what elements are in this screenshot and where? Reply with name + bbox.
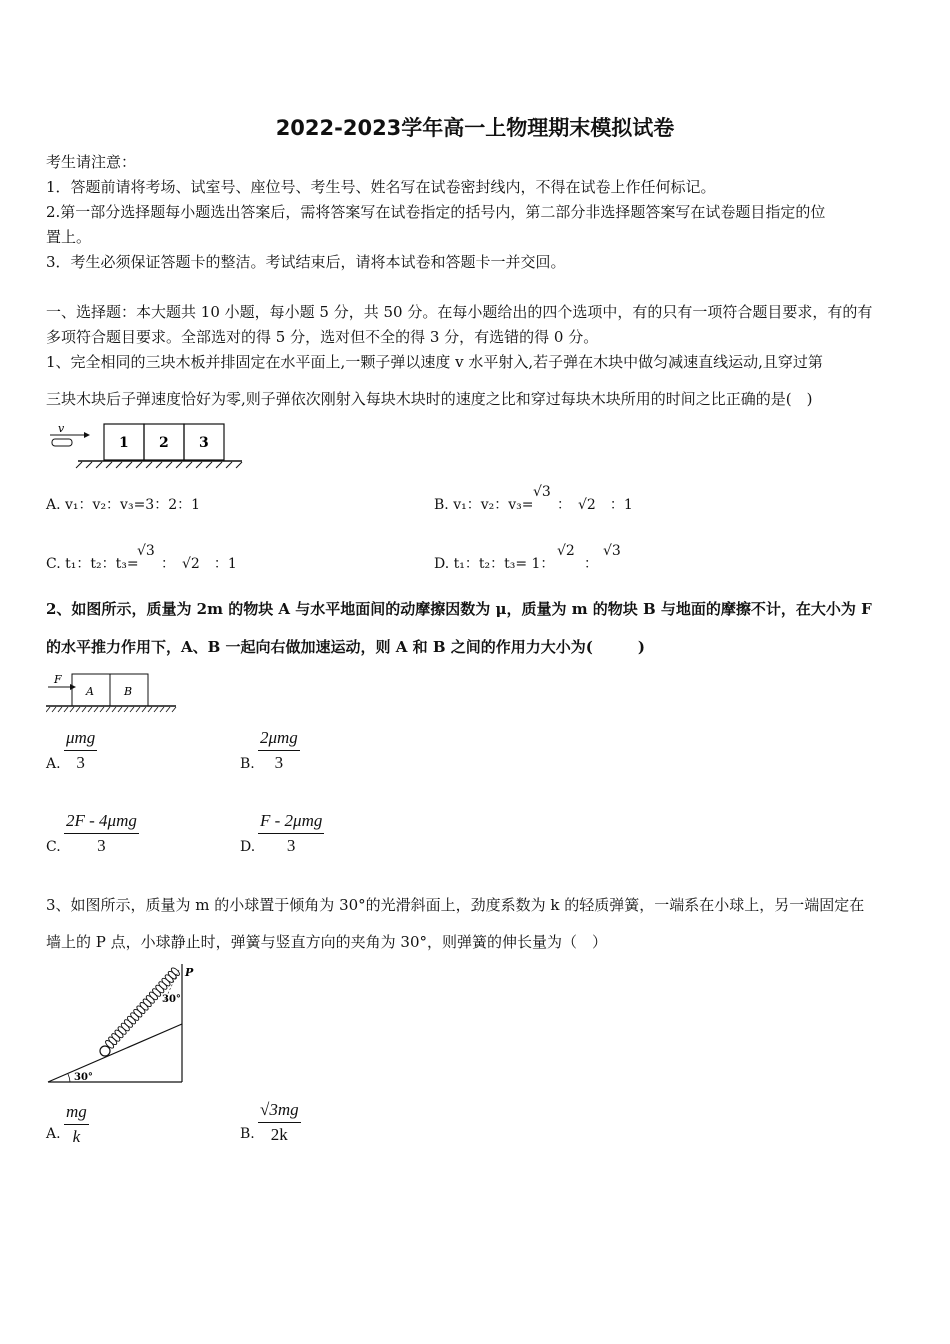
spring-coil — [170, 967, 181, 977]
q2-option-c-numerator: 2F - 4μmg — [64, 811, 139, 834]
q2-block-a: A — [86, 685, 94, 698]
q1-option-c[interactable]: C. t₁：t₂：t₃= — [46, 556, 139, 572]
q2-option-a-fraction[interactable] — [64, 728, 97, 773]
q3-option-b-numerator: √3mg — [258, 1100, 301, 1123]
q2-option-c-fraction[interactable] — [64, 811, 139, 856]
q1-option-c-root: √3 — [137, 543, 155, 559]
q1-block-2: 2 — [159, 435, 169, 451]
ball-icon — [100, 1046, 110, 1056]
q2-option-a-label[interactable]: A. — [46, 756, 61, 772]
q2-figure — [46, 670, 181, 714]
bullet-icon — [52, 439, 72, 446]
q1-option-b[interactable]: B. v₁：v₂：v₃= — [434, 497, 534, 513]
q2-option-a-numerator: μmg — [64, 728, 97, 751]
q1-option-a[interactable]: A. v₁：v₂：v₃=3：2：1 — [46, 497, 201, 513]
q1-option-d-root2: √3 — [603, 543, 621, 559]
q3-option-a-numerator: mg — [64, 1102, 89, 1125]
q2-option-b-fraction[interactable] — [258, 728, 300, 773]
q3-angle-bottom: 30° — [74, 1072, 93, 1083]
spring-icon — [104, 967, 180, 1050]
q1-option-b-root: √3 — [533, 484, 551, 500]
notice-item-1: 1．答题前请将考场、试室号、座位号、考生号、姓名写在试卷密封线内，不得在试卷上作任何标记。 — [46, 178, 716, 196]
q2-option-a-denominator: 3 — [76, 753, 85, 772]
q1-option-d-root1: √2 — [557, 543, 575, 559]
q1-stem-cont: 三块木块后子弹速度恰好为零,则子弹依次刚射入每块木块时的速度之比和穿过每块木块所用的时间之比正确的是( ) — [46, 390, 813, 408]
q2-option-d-fraction[interactable] — [258, 811, 324, 856]
q1-velocity-label: v — [58, 422, 65, 435]
notice-heading: 考生请注意： — [46, 153, 137, 171]
section-header-cont: 多项符合题目要求。全部选对的得 5 分，选对但不全的得 3 分，有选错的得 0 分。 — [46, 328, 599, 346]
page-title: 2022-2023学年高一上物理期末模拟试卷 — [275, 116, 675, 140]
q1-block-3: 3 — [199, 435, 209, 451]
q1-option-d[interactable]: D. t₁：t₂：t₃= 1： — [434, 556, 555, 572]
q2-force-label: F — [54, 673, 62, 686]
q2-stem-cont: 的水平推力作用下，A、B 一起向右做加速运动，则 A 和 B 之间的作用力大小为( ) — [46, 638, 645, 656]
q3-point-label: P — [185, 966, 194, 979]
q2-option-d-numerator: F - 2μmg — [258, 811, 324, 834]
q3-option-b-label[interactable]: B. — [240, 1126, 255, 1142]
q2-option-c-denominator: 3 — [97, 836, 106, 855]
q3-stem-cont: 墙上的 P 点，小球静止时，弹簧与竖直方向的夹角为 30°，则弹簧的伸长量为（ ） — [46, 933, 607, 951]
q2-option-b-label[interactable]: B. — [240, 756, 255, 772]
q3-stem: 3、如图所示，质量为 m 的小球置于倾角为 30°的光滑斜面上，劲度系数为 k 的轻质弹簧，一端系在小球上，另一端固定在 — [46, 896, 865, 914]
q1-option-d-sep: ： — [584, 556, 598, 572]
q2-stem: 2、如图所示，质量为 2m 的物块 A 与水平地面间的动摩擦因数为 μ，质量为 m 的物块 B 与地面的摩擦不计，在大小为 F — [46, 600, 872, 618]
q3-option-b-fraction[interactable] — [258, 1100, 301, 1145]
q2-option-d-label[interactable]: D. — [240, 839, 256, 855]
q3-angle-top: 30° — [162, 994, 181, 1005]
notice-item-3: 3．考生必须保证答题卡的整洁。考试结束后，请将本试卷和答题卡一并交回。 — [46, 253, 566, 271]
q1-figure — [46, 420, 246, 470]
q2-option-c-label[interactable]: C. — [46, 839, 61, 855]
q1-option-b-tail: ： √2 ：1 — [557, 497, 633, 513]
section-header: 一、选择题：本大题共 10 小题，每小题 5 分，共 50 分。在每小题给出的四个选项中，有的只有一项符合题目要求，有的有 — [46, 303, 873, 321]
q1-option-c-tail: ： √2 ：1 — [161, 556, 237, 572]
q2-option-b-denominator: 3 — [274, 753, 284, 772]
q2-option-d-denominator: 3 — [286, 836, 296, 855]
q3-option-a-label[interactable]: A. — [46, 1126, 61, 1142]
q2-block-b: B — [124, 685, 133, 698]
q3-option-b-denominator: 2k — [270, 1125, 288, 1144]
notice-item-2-cont: 置上。 — [46, 228, 92, 246]
q2-option-b-numerator: 2μmg — [258, 728, 300, 751]
q3-figure — [46, 962, 206, 1088]
q1-block-1: 1 — [119, 435, 129, 451]
q3-option-a-denominator: k — [72, 1127, 81, 1146]
notice-item-2: 2.第一部分选择题每小题选出答案后，需将答案写在试卷指定的括号内，第二部分非选择题答案写在试卷题目指定的位 — [46, 203, 826, 221]
q1-stem: 1、完全相同的三块木板并排固定在水平面上,一颗子弹以速度 v 水平射入,若子弹在木块中做匀减速直线运动,且穿过第 — [46, 353, 823, 371]
q3-option-a-fraction[interactable] — [64, 1102, 89, 1147]
